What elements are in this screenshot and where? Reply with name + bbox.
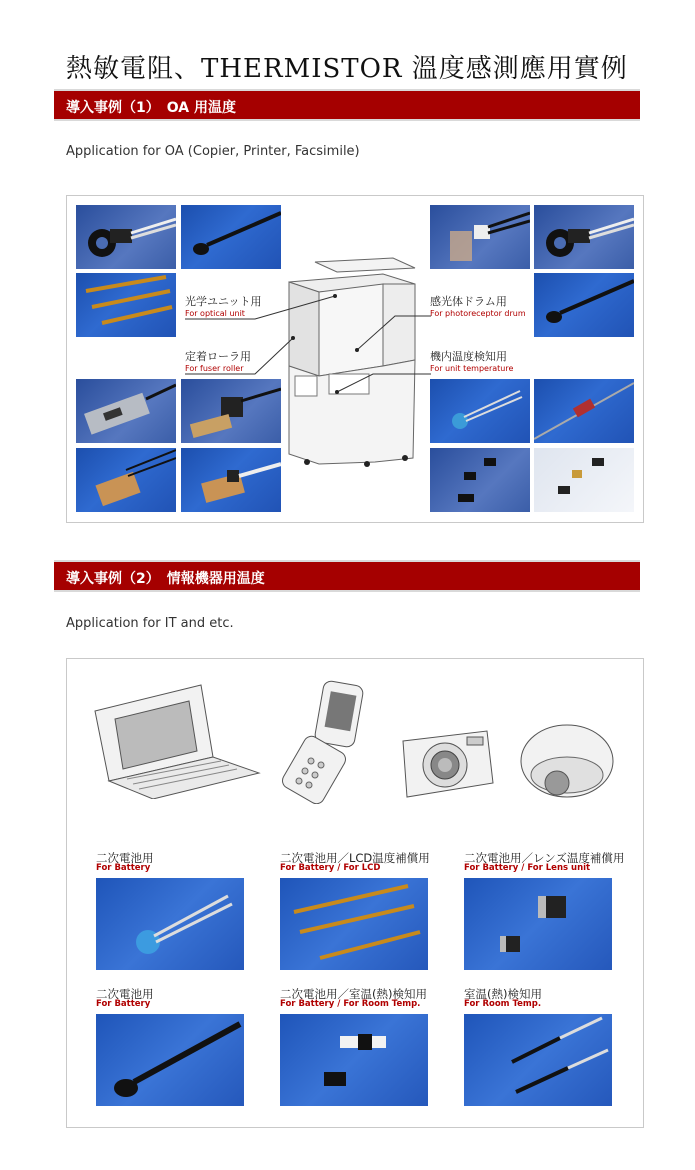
product-1-photo [96,878,244,970]
it-application-panel [66,658,644,1128]
photo-film-thermistor [76,273,176,337]
sensor-dome-illustration [517,721,617,811]
photo-bead-thermistor-2 [534,273,634,337]
callout-fuser-roller-jp: 定着ローラ用 [185,350,251,363]
photo-ring-lug-thermistor-2 [534,205,634,269]
product-2-en: For Battery / For LCD [280,863,381,873]
laptop-illustration [91,681,261,799]
callout-fuser-roller-leader [185,334,305,379]
photo-flexible-thermistor [76,448,176,512]
product-3-jp: 二次電池用／レンズ温度補償用 [464,851,625,865]
callout-unit-temperature-leader [335,372,435,394]
callout-optical-unit-leader [185,294,345,324]
callout-optical-unit-en: For optical unit [185,309,245,318]
product-1-en: For Battery [96,863,151,873]
section-2-header [54,560,640,592]
photo-smd-thermistor [430,448,530,512]
photo-disc-thermistor [430,379,530,443]
photo-flexible-cable-thermistor [181,448,281,512]
product-3-photo [464,878,612,970]
photo-chip-thermistor [534,448,634,512]
callout-optical-unit-jp: 光学ユニット用 [185,295,262,308]
product-6-en: For Room Temp. [464,999,542,1009]
product-2-jp: 二次電池用／LCD温度補償用 [280,851,430,865]
callout-photoreceptor-leader [355,314,435,354]
mobile-phone-illustration [281,679,371,804]
section-1-intro: Application for OA (Copier, Printer, Facsimile) [66,144,360,159]
photo-ring-lug-thermistor [76,205,176,269]
callout-photoreceptor-jp: 感光体ドラム用 [430,295,507,308]
section-2-heading: 導入事例（2） 情報機器用温度 [66,571,265,587]
section-1-heading: 導入事例（1） OA 用温度 [66,100,236,116]
callout-unit-temperature-jp: 機内温度検知用 [430,350,507,363]
product-4-photo [96,1014,244,1106]
callout-unit-temperature-en: For unit temperature [430,364,514,373]
product-6-jp: 室温(熱)検知用 [464,987,542,1001]
digital-camera-illustration [397,725,497,805]
product-4-en: For Battery [96,999,151,1009]
photo-glass-sensor [430,205,530,269]
product-5-jp: 二次電池用／室温(熱)検知用 [280,987,427,1001]
page-title: 熱敏電阻、THERMISTOR 溫度感測應用實例 [66,54,628,84]
product-3-en: For Battery / For Lens unit [464,863,591,873]
product-1-jp: 二次電池用 [96,851,154,865]
callout-fuser-roller-en: For fuser roller [185,364,244,373]
callout-photoreceptor-en: For photoreceptor drum [430,309,526,318]
photo-module-thermistor [76,379,176,443]
product-4-jp: 二次電池用 [96,987,154,1001]
photo-housing-thermistor [181,379,281,443]
product-2-photo [280,878,428,970]
section-2-intro: Application for IT and etc. [66,616,234,631]
product-5-photo [280,1014,428,1106]
product-6-photo [464,1014,612,1106]
photo-bead-thermistor [181,205,281,269]
photo-glass-diode-thermistor [534,379,634,443]
oa-application-panel [66,195,644,523]
product-5-en: For Battery / For Room Temp. [280,999,421,1009]
section-1-header [54,89,640,121]
